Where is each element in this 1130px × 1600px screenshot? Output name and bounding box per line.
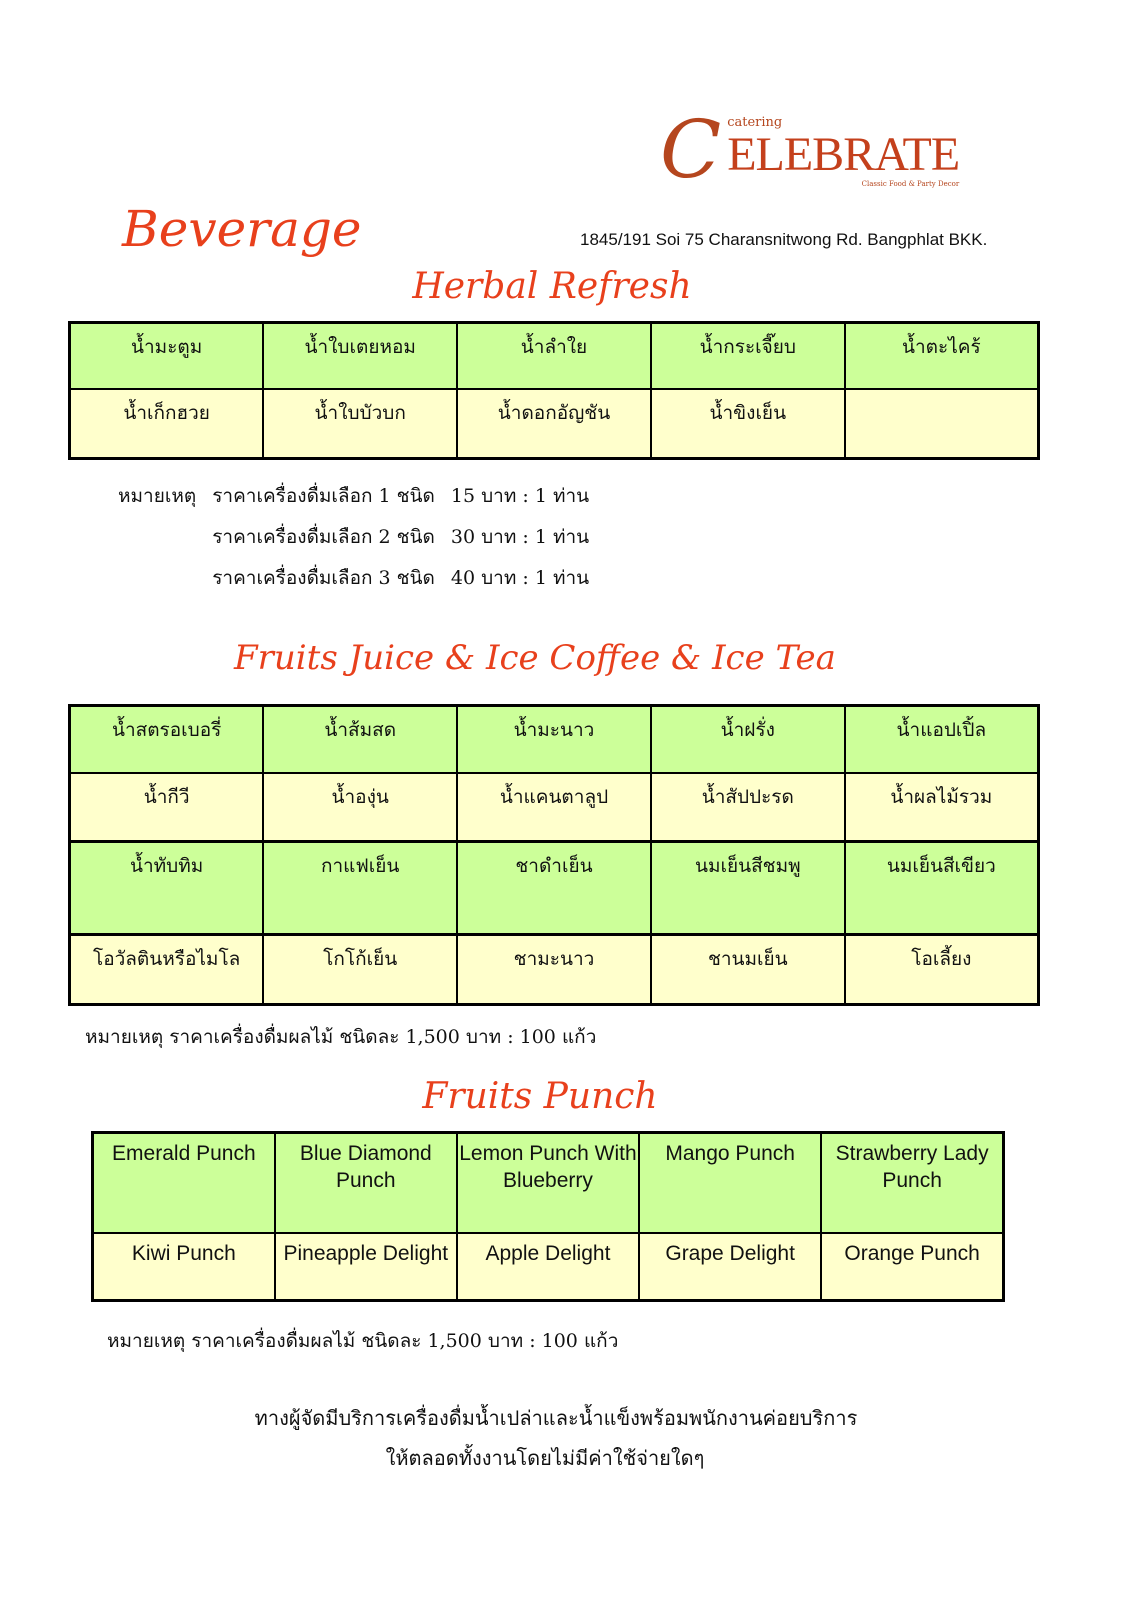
price-note-price: 40 บาท : 1 ท่าน [450,567,590,589]
menu-cell: น้ำแอปเปิ้ล [845,706,1039,773]
menu-cell: Orange Punch [821,1233,1003,1301]
menu-cell: Grape Delight [639,1233,821,1301]
menu-cell: น้ำสัปปะรด [651,773,845,842]
menu-cell: น้ำมะตูม [70,323,264,389]
menu-cell: Lemon Punch With Blueberry [457,1133,639,1233]
price-note-text: ราคาเครื่องดื่มเลือก 3 ชนิด [212,567,435,589]
menu-cell: กาแฟเย็น [263,842,457,935]
menu-cell: น้ำฝรั่ง [651,706,845,773]
menu-cell: Mango Punch [639,1133,821,1233]
herbal-table [68,321,1040,460]
price-note-text: ราคาเครื่องดื่มเลือก 1 ชนิด [212,485,435,507]
logo-main-text: ELEBRATE [727,128,960,181]
menu-cell: น้ำกระเจี๊ยบ [651,323,845,389]
menu-cell: น้ำตะไคร้ [845,323,1039,389]
menu-cell: ชาดำเย็น [457,842,651,935]
menu-cell: น้ำส้มสด [263,706,457,773]
logo-small-text: catering [727,115,783,130]
logo-initial: C [660,103,722,196]
menu-cell: Apple Delight [457,1233,639,1301]
menu-cell: น้ำลำใย [457,323,651,389]
juice-price-note: หมายเหตุ ราคาเครื่องดื่มผลไม้ ชนิดละ 1,500 บาท : 100 แก้ว [85,1026,597,1048]
menu-cell: น้ำทับทิม [70,842,264,935]
note-spacer [118,524,196,551]
note-label: หมายเหตุ [118,485,197,507]
punch-table [91,1131,1005,1302]
footer-line: ให้ตลอดทั้งงานโดยไม่มีค่าใช้จ่ายใดๆ [385,1446,705,1470]
menu-cell: น้ำเก็กฮวย [70,389,264,459]
logo-tagline: Classic Food & Party Decor [861,180,960,188]
menu-cell: ชานมเย็น [651,935,845,1005]
menu-cell: น้ำแคนตาลูป [457,773,651,842]
menu-cell: นมเย็นสีเขียว [845,842,1039,935]
price-note-text: ราคาเครื่องดื่มเลือก 2 ชนิด [212,526,435,548]
menu-cell: Strawberry Lady Punch [821,1133,1003,1233]
menu-cell: ชามะนาว [457,935,651,1005]
menu-cell: น้ำสตรอเบอรี่ [70,706,264,773]
page-title: Beverage [122,200,362,258]
menu-cell: น้ำใบบัวบก [263,389,457,459]
celebrate-logo [660,103,960,196]
menu-cell: Kiwi Punch [93,1233,275,1301]
price-note-price: 15 บาท : 1 ท่าน [450,485,590,507]
menu-cell: Blue Diamond Punch [275,1133,457,1233]
menu-cell: น้ำดอกอัญชัน [457,389,651,459]
menu-cell: โอเลี้ยง [845,935,1039,1005]
menu-cell: น้ำผลไม้รวม [845,773,1039,842]
menu-cell: Pineapple Delight [275,1233,457,1301]
menu-cell: น้ำมะนาว [457,706,651,773]
address: 1845/191 Soi 75 Charansnitwong Rd. Bangphlat BKK. [580,230,988,249]
menu-cell: โอวัลตินหรือไมโล [70,935,264,1005]
herbal-price-notes [118,483,589,592]
menu-cell: นมเย็นสีชมพู [651,842,845,935]
logo-text-group [727,110,959,189]
juice-title: Fruits Juice & Ice Coffee & Ice Tea [234,638,836,678]
price-note-price: 30 บาท : 1 ท่าน [450,526,590,548]
punch-title: Fruits Punch [422,1076,658,1117]
note-spacer [118,565,196,592]
menu-cell: โกโก้เย็น [263,935,457,1005]
menu-cell: Emerald Punch [93,1133,275,1233]
menu-cell: น้ำกีวี [70,773,264,842]
menu-cell [845,389,1039,459]
herbal-title: Herbal Refresh [412,266,692,307]
juice-table [68,704,1040,1006]
menu-cell: น้ำขิงเย็น [651,389,845,459]
punch-price-note: หมายเหตุ ราคาเครื่องดื่มผลไม้ ชนิดละ 1,500 บาท : 100 แก้ว [107,1330,619,1352]
footer-line: ทางผู้จัดมีบริการเครื่องดื่มน้ำเปล่าและน้ำแข็งพร้อมพนักงานค่อยบริการ [254,1406,858,1430]
menu-cell: น้ำใบเตยหอม [263,323,457,389]
menu-cell: น้ำองุ่น [263,773,457,842]
